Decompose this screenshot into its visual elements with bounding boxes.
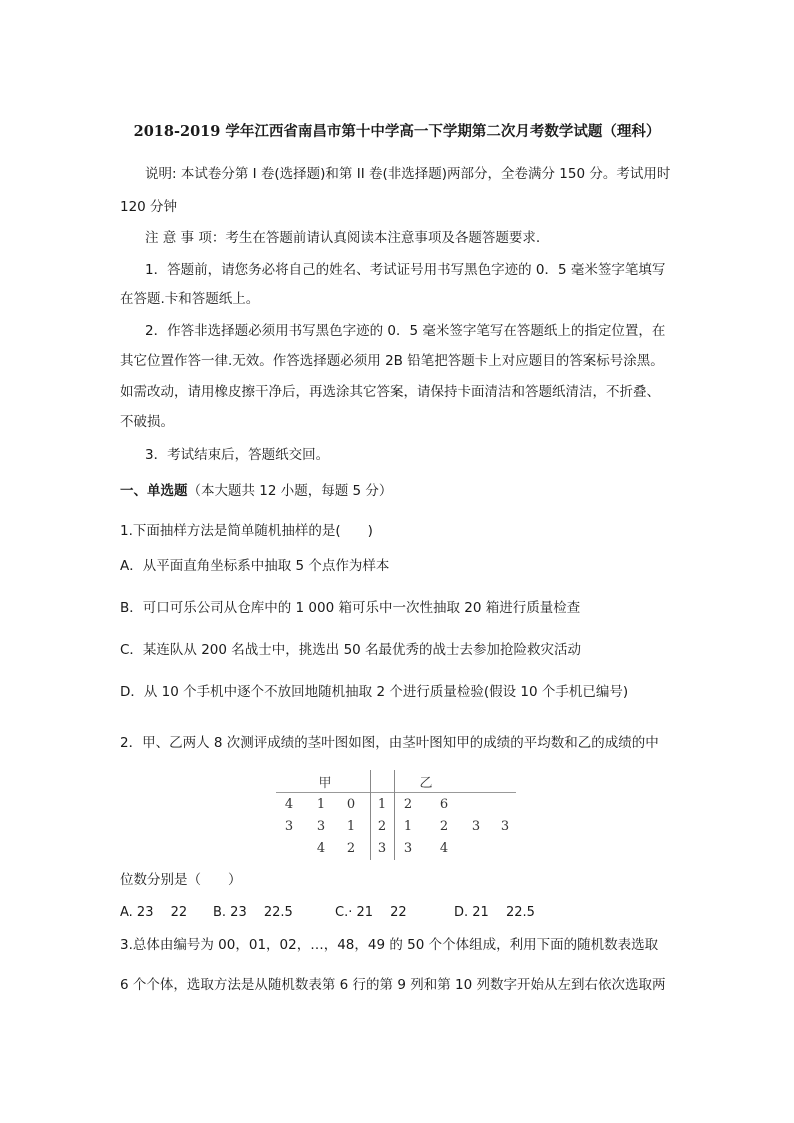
left-leaf: 3 [316, 819, 326, 834]
question-2-stem-line-2: 位数分别是（ ） [120, 872, 242, 888]
stem-leaf-header-rule [276, 792, 516, 793]
stem-leaf-plot [276, 770, 516, 860]
section-note: （本大题共 12 小题，每题 5 分） [187, 483, 393, 499]
question-2-stem-line-1: 2．甲、乙两人 8 次测评成绩的茎叶图如图，由茎叶图知甲的成绩的平均数和乙的成绩的中 [120, 735, 659, 751]
question-1-option-a: A．从平面直角坐标系中抽取 5 个点作为样本 [120, 558, 390, 574]
left-leaf: 1 [346, 819, 356, 834]
right-leaf: 2 [439, 819, 449, 834]
question-2-option-b: B. 23 22.5 [213, 905, 293, 920]
right-leaf: 4 [439, 841, 449, 856]
stem-value: 2 [377, 819, 387, 834]
right-leaf: 3 [403, 841, 413, 856]
stem-divider-right [394, 770, 395, 860]
question-1-option-b: B．可口可乐公司从仓库中的 1 000 箱可乐中一次性抽取 20 箱进行质量检查 [120, 600, 581, 616]
left-leaf: 1 [316, 797, 326, 812]
question-2-option-a: A. 23 22 [120, 905, 188, 920]
left-leaf: 4 [316, 841, 326, 856]
section-title: 一、单选题 [120, 483, 188, 499]
question-1-option-d: D．从 10 个手机中逐个不放回地随机抽取 2 个进行质量检验(假设 10 个手机已编号) [120, 684, 629, 700]
stem-value: 1 [377, 797, 387, 812]
question-2-option-c: C.· 21 22 [335, 905, 407, 920]
left-leaf: 0 [346, 797, 356, 812]
right-leaf: 6 [439, 797, 449, 812]
rule-2-line-c: 如需改动，请用橡皮擦干净后，再选涂其它答案，请保持卡面清洁和答题纸清洁，不折叠、 [120, 384, 660, 400]
notice-line: 注 意 事 项：考生在答题前请认真阅读本注意事项及各题答题要求. [145, 230, 541, 246]
question-1-stem: 1.下面抽样方法是简单随机抽样的是( ) [120, 523, 373, 539]
question-1-option-c: C．某连队从 200 名战士中，挑选出 50 名最优秀的战士去参加抢险救灾活动 [120, 642, 582, 658]
right-leaf: 3 [471, 819, 481, 834]
question-3-line-2: 6 个个体，选取方法是从随机数表第 6 行的第 9 列和第 10 列数字开始从左到右依次选取两 [120, 977, 666, 993]
right-leaf: 2 [403, 797, 413, 812]
question-3-line-1: 3.总体由编号为 00，01，02，…，48，49 的 50 个个体组成，利用下面的随机数表选取 [120, 937, 659, 953]
right-leaf: 3 [500, 819, 510, 834]
rule-1-line-a: 1．答题前，请您务必将自己的姓名、考试证号用书写黑色字迹的 0．5 毫米签字笔填写 [145, 262, 666, 278]
rule-2-line-a: 2．作答非选择题必须用书写黑色字迹的 0．5 毫米签字笔写在答题纸上的指定位置，在 [145, 323, 666, 339]
rule-3-line: 3．考试结束后，答题纸交回。 [145, 447, 330, 463]
rule-2-line-b: 其它位置作答一律.无效。作答选择题必须用 2B 铅笔把答题卡上对应题目的答案标号涂黑。 [120, 353, 664, 369]
section-heading [120, 482, 392, 500]
stem-divider-left [370, 770, 371, 860]
intro-line-1: 说明: 本试卷分第 I 卷(选择题)和第 II 卷(非选择题)两部分，全卷满分 150 分。考试用时 [145, 166, 671, 182]
right-leaf: 1 [403, 819, 413, 834]
rule-1-line-b: 在答题.卡和答题纸上。 [120, 291, 260, 307]
question-2-option-d: D. 21 22.5 [454, 905, 535, 920]
left-leaf: 3 [284, 819, 294, 834]
rule-2-line-d: 不破损。 [120, 414, 174, 430]
stem-leaf-head-right: 乙 [419, 776, 433, 791]
left-leaf: 4 [284, 797, 294, 812]
intro-line-2: 120 分钟 [120, 199, 178, 215]
left-leaf: 2 [346, 841, 356, 856]
stem-leaf-head-left: 甲 [318, 776, 332, 791]
exam-title: 2018-2019 学年江西省南昌市第十中学高一下学期第二次月考数学试题（理科） [133, 123, 661, 140]
stem-value: 3 [377, 841, 387, 856]
